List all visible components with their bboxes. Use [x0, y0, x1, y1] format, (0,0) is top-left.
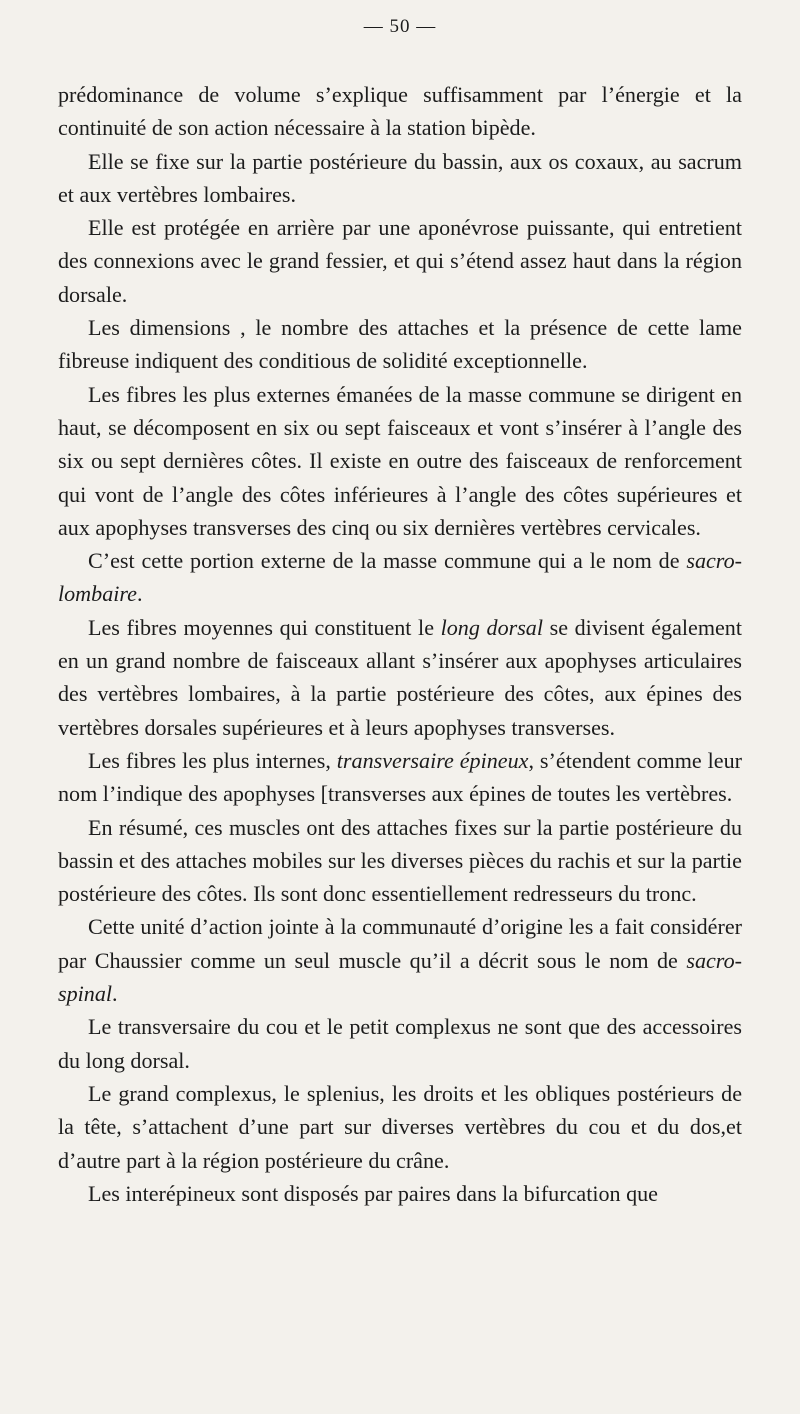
- paragraph: [58, 744, 742, 811]
- text-segment: .: [112, 981, 118, 1007]
- text-segment: Les dimensions , le nombre des attaches et la présence de cette lame fibreuse indiquent des conditious de solidité exceptionnelle.: [58, 315, 742, 374]
- text-segment: , s’étendent comme leur nom l’indique des apophyses [transverses aux épines de toutes les vertèbres.: [58, 747, 742, 807]
- paragraph: [58, 211, 742, 311]
- page-number: — 50 —: [363, 16, 437, 37]
- paragraph: [58, 611, 742, 744]
- paragraph: [58, 1077, 742, 1177]
- text-segment: prédominance de volume s’explique suffisamment par l’énergie et la continuité de son action nécessaire à la station bipède.: [58, 82, 742, 141]
- text-segment: En résumé, ces muscles ont des attaches fixes sur la partie postérieure du bassin et des attaches mobiles sur les diverses pièces du rachis et sur la partie postérieure des côtes. Ils sont donc essentiellement redresseurs du tronc.: [58, 814, 742, 907]
- text-segment: Elle est protégée en arrière par une aponévrose puissante, qui entretient des connexions avec le grand fessier, et qui s’étend assez haut dans la région dorsale.: [58, 215, 742, 307]
- text-segment: Les fibres les plus internes,: [88, 747, 337, 773]
- paragraph: [58, 378, 742, 544]
- text-segment: Les fibres les plus externes émanées de la masse commune se dirigent en haut, se décomposent en six ou sept faisceaux et vont s’insérer à l’angle des six ou sept dernières côtes. Il existe en outre des faisceaux de renforcement qui vont de l’angle des côtes inférieures à l’angle des côtes supérieures et aux apophyses transverses des cinq ou six dernières vertèbres cervicales.: [58, 381, 742, 540]
- body-text: [58, 78, 742, 1210]
- paragraph: [58, 544, 742, 611]
- paragraph: [58, 311, 742, 378]
- paragraph: [58, 1177, 742, 1210]
- text-segment: Le grand complexus, le splenius, les droits et les obliques postérieurs de la tête, s’attachent d’une part sur diverses vertèbres du cou et du dos,et d’autre part à la région postérieure du crâne.: [58, 1080, 742, 1173]
- text-segment: Elle se fixe sur la partie postérieure du bassin, aux os coxaux, au sacrum et aux vertèbres lombaires.: [58, 148, 742, 207]
- paragraph: [58, 811, 742, 911]
- text-segment: Cette unité d’action jointe à la communauté d’origine les a fait considérer par Chaussier comme un seul muscle qu’il a décrit sous le nom de: [58, 914, 742, 973]
- text-segment: C’est cette portion externe de la masse commune qui a le nom de: [88, 548, 687, 574]
- text-segment: Les fibres moyennes qui constituent le: [88, 614, 441, 640]
- text-segment: Le transversaire du cou et le petit complexus ne sont que des accessoires du long dorsal.: [58, 1014, 742, 1073]
- italic-term: sacro-spinal: [58, 947, 742, 1007]
- text-segment: .: [136, 581, 143, 607]
- paragraph: [58, 145, 742, 212]
- text-segment: Les interépineux sont disposés par paires dans la bifurcation que: [88, 1180, 658, 1206]
- italic-term: sacro-lombaire: [58, 548, 742, 607]
- italic-term: transversaire épineux: [336, 747, 529, 773]
- paragraph: [58, 1010, 742, 1077]
- paragraph: [58, 78, 742, 145]
- text-segment: se divisent également en un grand nombre de faisceaux allant s’insérer aux apophyses articulaires des vertèbres lombaires, à la partie postérieure des côtes, aux épines des vertèbres dorsales supérieures et à leurs apophyses transverses.: [58, 614, 742, 740]
- italic-term: long dorsal: [440, 614, 543, 640]
- paragraph: [58, 910, 742, 1010]
